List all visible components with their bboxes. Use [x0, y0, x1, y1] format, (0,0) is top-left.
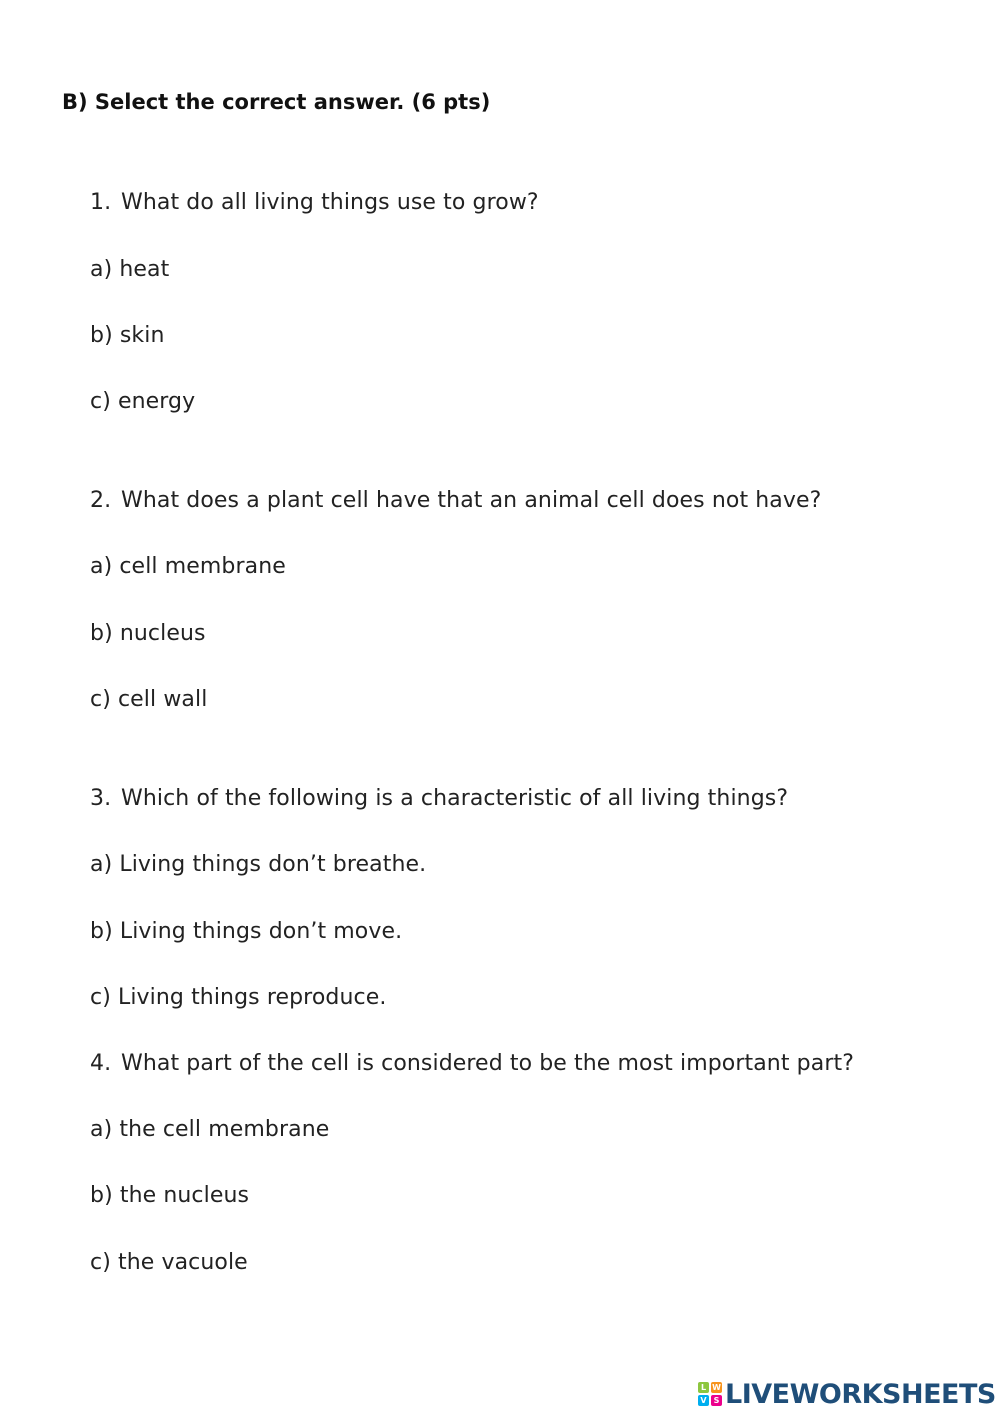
logo-mark-tile: W — [712, 1383, 721, 1392]
question-1-text — [90, 189, 539, 217]
option-3c[interactable]: c) Living things reproduce. — [90, 985, 387, 1010]
question-text: What does a plant cell have that an animal cell does not have? — [121, 488, 822, 513]
question-2-text — [90, 487, 821, 515]
question-text: What part of the cell is considered to be the most important part? — [121, 1051, 854, 1076]
option-2c[interactable]: c) cell wall — [90, 687, 208, 712]
question-text: Which of the following is a characteristic of all living things? — [121, 786, 789, 811]
question-4-text — [90, 1050, 854, 1078]
question-number: 3. — [90, 786, 112, 811]
logo-text: LIVEWORKSHEETS — [725, 1378, 996, 1410]
option-4b[interactable]: b) the nucleus — [90, 1183, 250, 1208]
option-4c[interactable]: c) the vacuole — [90, 1250, 248, 1275]
option-2b[interactable]: b) nucleus — [90, 621, 206, 646]
option-3a[interactable]: a) Living things don’t breathe. — [90, 852, 427, 877]
option-1b[interactable]: b) skin — [90, 323, 165, 348]
option-1c[interactable]: c) energy — [90, 389, 196, 414]
option-2a[interactable]: a) cell membrane — [90, 554, 286, 579]
page-heading: B) Select the correct answer. (6 pts) — [62, 90, 491, 114]
logo-mark-tile: S — [711, 1395, 722, 1406]
question-number: 4. — [90, 1051, 112, 1076]
logo-mark-icon — [698, 1382, 722, 1406]
logo-mark-tile: V — [698, 1395, 709, 1406]
logo-mark-tile: L — [698, 1382, 709, 1393]
option-4a[interactable]: a) the cell membrane — [90, 1117, 330, 1142]
question-3-text — [90, 785, 788, 813]
question-text: What do all living things use to grow? — [121, 190, 539, 215]
option-1a[interactable]: a) heat — [90, 257, 170, 282]
question-number: 1. — [90, 190, 112, 215]
question-number: 2. — [90, 488, 112, 513]
option-3b[interactable]: b) Living things don’t move. — [90, 919, 403, 944]
liveworksheets-logo — [698, 1376, 996, 1412]
